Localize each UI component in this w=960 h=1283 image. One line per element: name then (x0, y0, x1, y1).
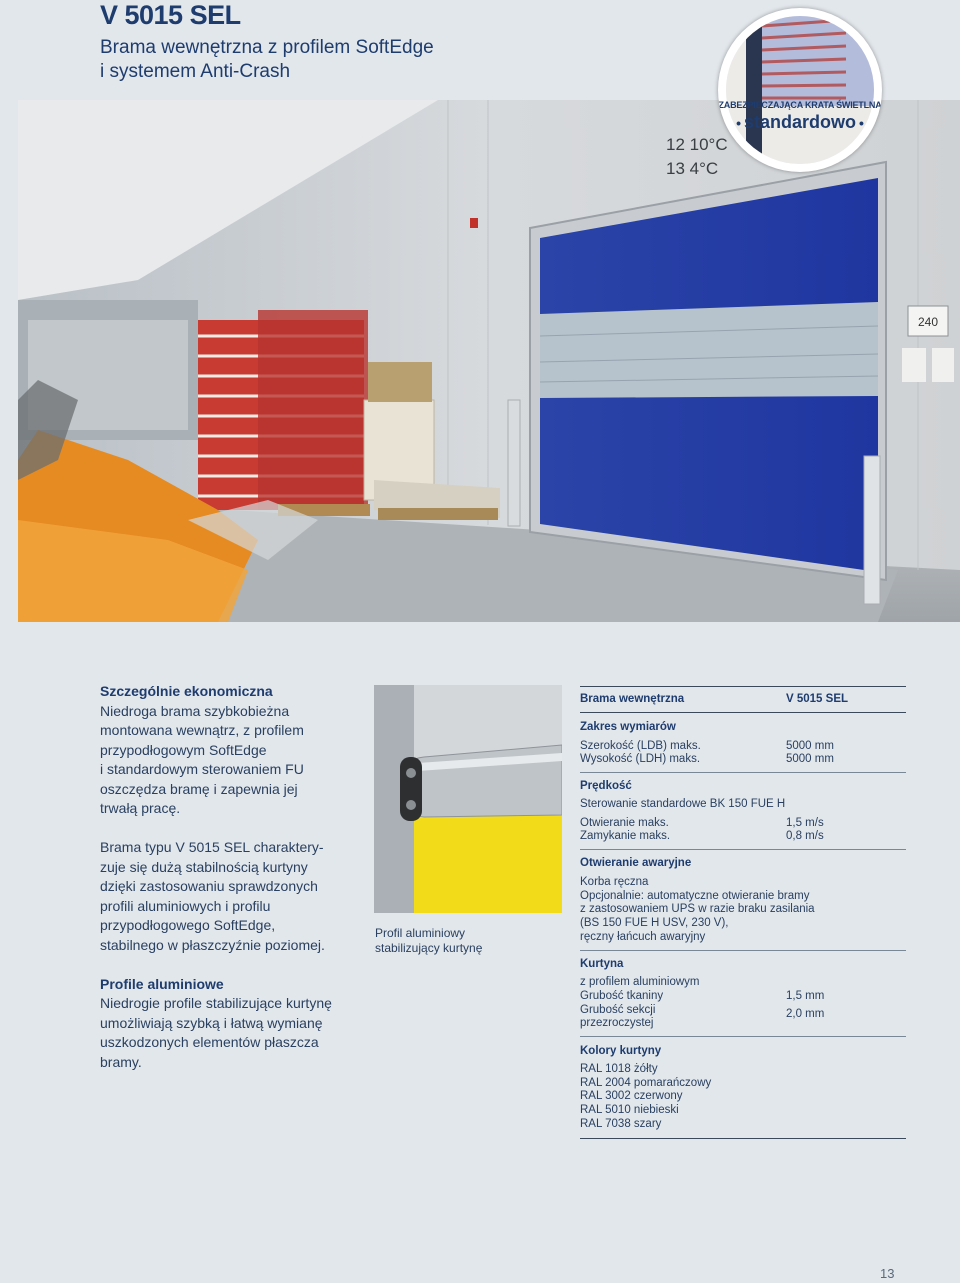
open-speed-value: 1,5 m/s (786, 817, 824, 829)
height-value: 5000 mm (786, 753, 834, 765)
emergency-line: (BS 150 FUE H USV, 230 V), (580, 917, 729, 929)
bullet-icon: • (859, 115, 864, 131)
intro-line: oszczędza bramę i zapewnia jej (100, 780, 298, 797)
table-column-head: Brama wewnętrzna (580, 693, 685, 705)
temp-sign-1: 12 10°C (666, 135, 728, 154)
table-rule (580, 1036, 906, 1037)
curtain-line: z profilem aluminiowym (580, 976, 700, 988)
table-rule (580, 950, 906, 951)
color-item: RAL 3002 czerwony (580, 1090, 683, 1102)
badge-door-image (726, 16, 874, 164)
profiles-line: umożliwiają szybką i łatwą wymianę (100, 1014, 323, 1031)
color-item: RAL 7038 szary (580, 1118, 662, 1130)
table-model-head: V 5015 SEL (786, 693, 849, 705)
close-speed-value: 0,8 m/s (786, 830, 824, 842)
profile-caption (375, 926, 565, 956)
description-line: stabilnego w płaszczyźnie poziomej. (100, 936, 325, 953)
intro-line: Niedroga brama szybkobieżna (100, 702, 290, 719)
intro-line: i standardowym sterowaniem FU (100, 761, 304, 777)
profiles-line: bramy. (100, 1053, 142, 1070)
subtitle-line-2: i systemem Anti-Crash (100, 61, 291, 82)
aluminium-profile-photo (374, 685, 562, 913)
badge-standard-label: standardowo (743, 112, 856, 132)
height-label: Wysokość (LDH) maks. (580, 753, 701, 765)
table-rule (580, 712, 906, 713)
color-item: RAL 5010 niebieski (580, 1104, 679, 1116)
colors-heading: Kolory kurtyny (580, 1045, 662, 1057)
description-line: przypodłogowego SoftEdge, (100, 917, 276, 933)
width-value: 5000 mm (786, 740, 834, 752)
table-rule (580, 686, 906, 687)
light-grid-badge (718, 8, 882, 172)
page-title: V 5015 SEL (100, 0, 241, 30)
description-line: Brama typu V 5015 SEL charaktery- (100, 839, 324, 855)
emergency-line: ręczny łańcuch awaryjny (580, 931, 706, 943)
section-label: Grubość sekcji (580, 1004, 656, 1016)
profiles-heading: Profile aluminiowe (100, 975, 224, 992)
intro-text-column (100, 682, 362, 1072)
warehouse-door-photo (18, 100, 960, 622)
size-heading: Zakres wymiarów (580, 721, 676, 733)
open-speed-label: Otwieranie maks. (580, 817, 669, 829)
table-rule (580, 849, 906, 850)
profiles-line: uszkodzonych elementów płaszcza (100, 1034, 319, 1050)
caption-line: Profil aluminiowy (375, 926, 466, 940)
curtain-heading: Kurtyna (580, 958, 624, 970)
badge-caption: ZABEZPIECZAJĄCA KRATA ŚWIETLNA (718, 100, 882, 110)
intro-heading: Szczególnie ekonomiczna (100, 683, 273, 699)
table-rule (580, 772, 906, 773)
emergency-heading: Otwieranie awaryjne (580, 857, 692, 869)
width-label: Szerokość (LDB) maks. (580, 740, 701, 752)
description-line: dzięki zastosowaniu sprawdzonych (100, 878, 318, 894)
table-rule (580, 1138, 906, 1139)
color-item: RAL 2004 pomarańczowy (580, 1077, 712, 1089)
emergency-line: Opcjonalnie: automatyczne otwieranie bramy (580, 890, 810, 902)
temp-sign-2: 13 4°C (666, 159, 719, 178)
bullet-icon: • (736, 115, 741, 131)
section-label: przezroczystej (580, 1017, 654, 1029)
emergency-line: z zastosowaniem UPS w razie braku zasilania (580, 903, 815, 915)
intro-line: montowana wewnątrz, z profilem (100, 722, 304, 738)
page-subtitle (100, 36, 434, 84)
control-text: Sterowanie standardowe BK 150 FUE H (580, 798, 786, 810)
badge-main-text (718, 112, 882, 133)
close-speed-label: Zamykanie maks. (580, 830, 671, 842)
section-value: 2,0 mm (786, 1008, 825, 1020)
subtitle-line-1: Brama wewnętrzna z profilem SoftEdge (100, 37, 434, 58)
description-line: profili aluminiowych i profilu (100, 897, 271, 914)
color-item: RAL 1018 żółty (580, 1063, 658, 1075)
sign-number: 240 (917, 315, 939, 329)
page-number: 13 (880, 1266, 895, 1281)
profiles-line: Niedrogie profile stabilizujące kurtynę (100, 995, 332, 1011)
caption-line: stabilizujący kurtynę (375, 941, 483, 955)
description-line: zuje się dużą stabilnością kurtyny (100, 858, 308, 875)
speed-heading: Prędkość (580, 780, 632, 792)
intro-line: trwałą pracę. (100, 800, 181, 816)
fabric-value: 1,5 mm (786, 990, 825, 1002)
emergency-line: Korba ręczna (580, 876, 649, 888)
fabric-label: Grubość tkaniny (580, 990, 664, 1002)
intro-line: przypodłogowym SoftEdge (100, 741, 267, 758)
